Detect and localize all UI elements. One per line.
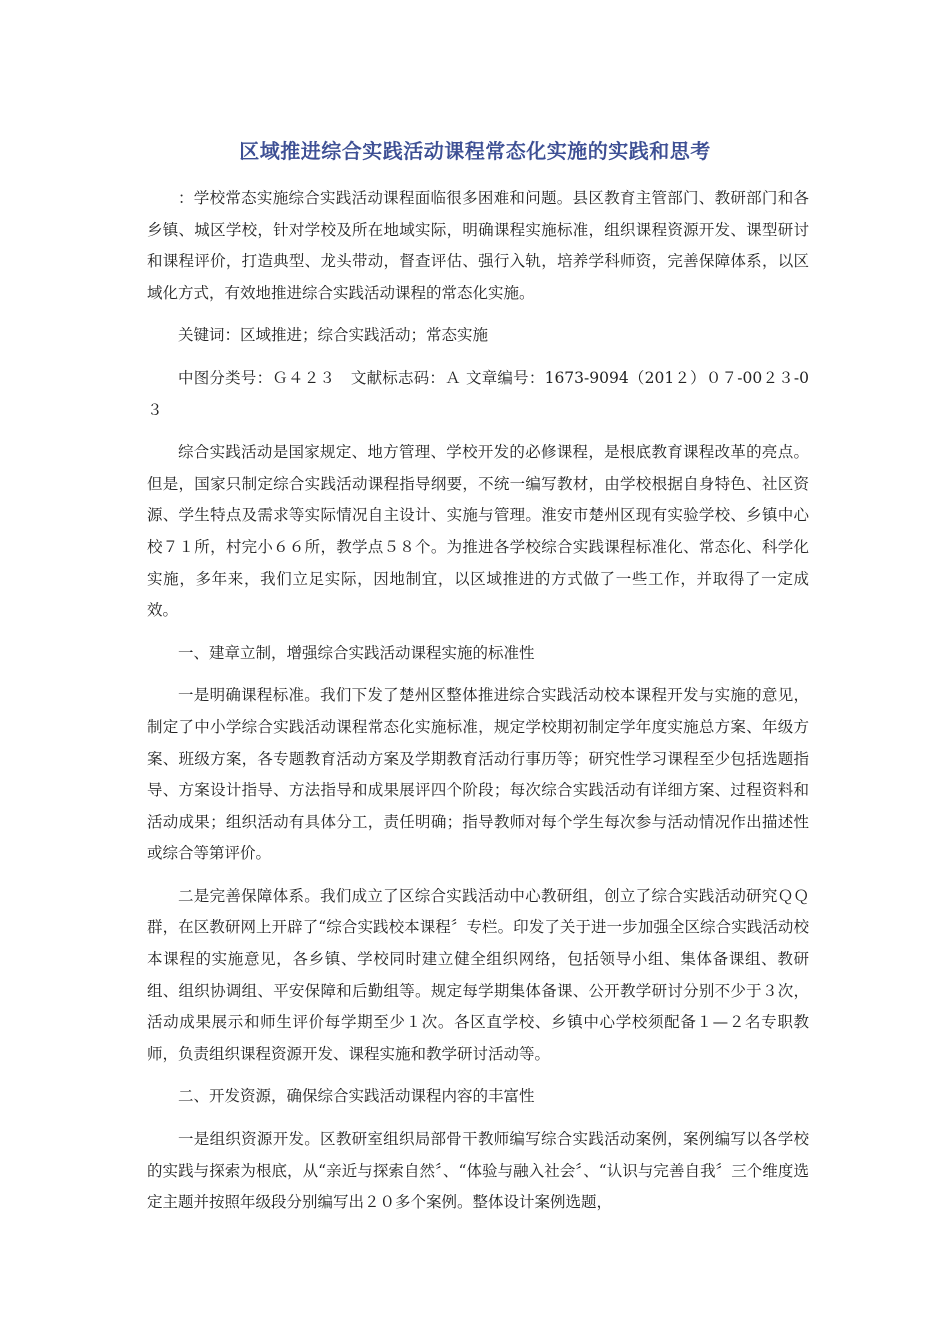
document-title: 区域推进综合实践活动课程常态化实施的实践和思考 <box>239 139 711 163</box>
body-paragraph: 综合实践活动是国家规定、地方管理、学校开发的必修课程，是根底教育课程改革的亮点。但是，国家只制定综合实践活动课程指导纲要，不统一编写教材，由学校根据自身特色、社区资源、学生特点及需求等实际情况自主设计、实施与管理。淮安市楚州区现有实验学校、乡镇中心校７１所，村完小６６所，教学点５８个。为推进各学校综合实践课程标准化、常态化、科学化实施，多年来，我们立足实际，因地制宜，以区域推进的方式做了一些工作，并取得了一定成效。 <box>147 443 809 620</box>
abstract-paragraph: ：学校常态实施综合实践活动课程面临很多困难和问题。县区教育主管部门、教研部门和各乡镇、城区学校，针对学校及所在地域实际，明确课程实施标准，组织课程资源开发、课型研讨和课程评价，打造典型、龙头带动，督查评估、强行入轨，培养学科师资，完善保障体系，以区域化方式，有效地推进综合实践活动课程的常态化实施。 <box>147 189 809 302</box>
classification-line: 中图分类号：Ｇ４２３ 文献标志码：Ａ 文章编号：1673-9094（201２）０７-00２３-0３ <box>147 368 809 419</box>
document-body <box>147 183 809 1230</box>
body-paragraph: 二是完善保障体系。我们成立了区综合实践活动中心教研组，创立了综合实践活动研究ＱＱ群，在区教研网上开辟了“综合实践校本课程〞专栏。印发了关于进一步加强全区综合实践活动校本课程的实施意见，各乡镇、学校同时建立健全组织网络，包括领导小组、集体备课组、教研组、组织协调组、平安保障和后勤组等。规定每学期集体备课、公开教学研讨分别不少于３次，活动成果展示和师生评价每学期至少１次。各区直学校、乡镇中心学校须配备１—２名专职教师，负责组织课程资源开发、课程实施和教学研讨活动等。 <box>147 886 809 1063</box>
keywords-line: 关键词：区域推进；综合实践活动；常态实施 <box>178 326 489 345</box>
section-heading: 二、开发资源，确保综合实践活动课程内容的丰富性 <box>178 1087 535 1106</box>
body-paragraph: 一是明确课程标准。我们下发了楚州区整体推进综合实践活动校本课程开发与实施的意见，制定了中小学综合实践活动课程常态化实施标准，规定学校期初制定学年度实施总方案、年级方案、班级方案，各专题教育活动方案及学期教育活动行事历等；研究性学习课程至少包括选题指导、方案设计指导、方法指导和成果展评四个阶段；每次综合实践活动有详细方案、过程资料和活动成果；组织活动有具体分工，责任明确；指导教师对每个学生每次参与活动情况作出描述性或综合等第评价。 <box>147 686 809 863</box>
section-heading: 一、建章立制，增强综合实践活动课程实施的标准性 <box>178 643 535 662</box>
body-paragraph: 一是组织资源开发。区教研室组织局部骨干教师编写综合实践活动案例，案例编写以各学校的实践与探索为根底，从“亲近与探索自然〞、“体验与融入社会〞、“认识与完善自我〞三个维度选定主题并按照年级段分别编写出２０多个案例。整体设计案例选题， <box>147 1130 809 1212</box>
